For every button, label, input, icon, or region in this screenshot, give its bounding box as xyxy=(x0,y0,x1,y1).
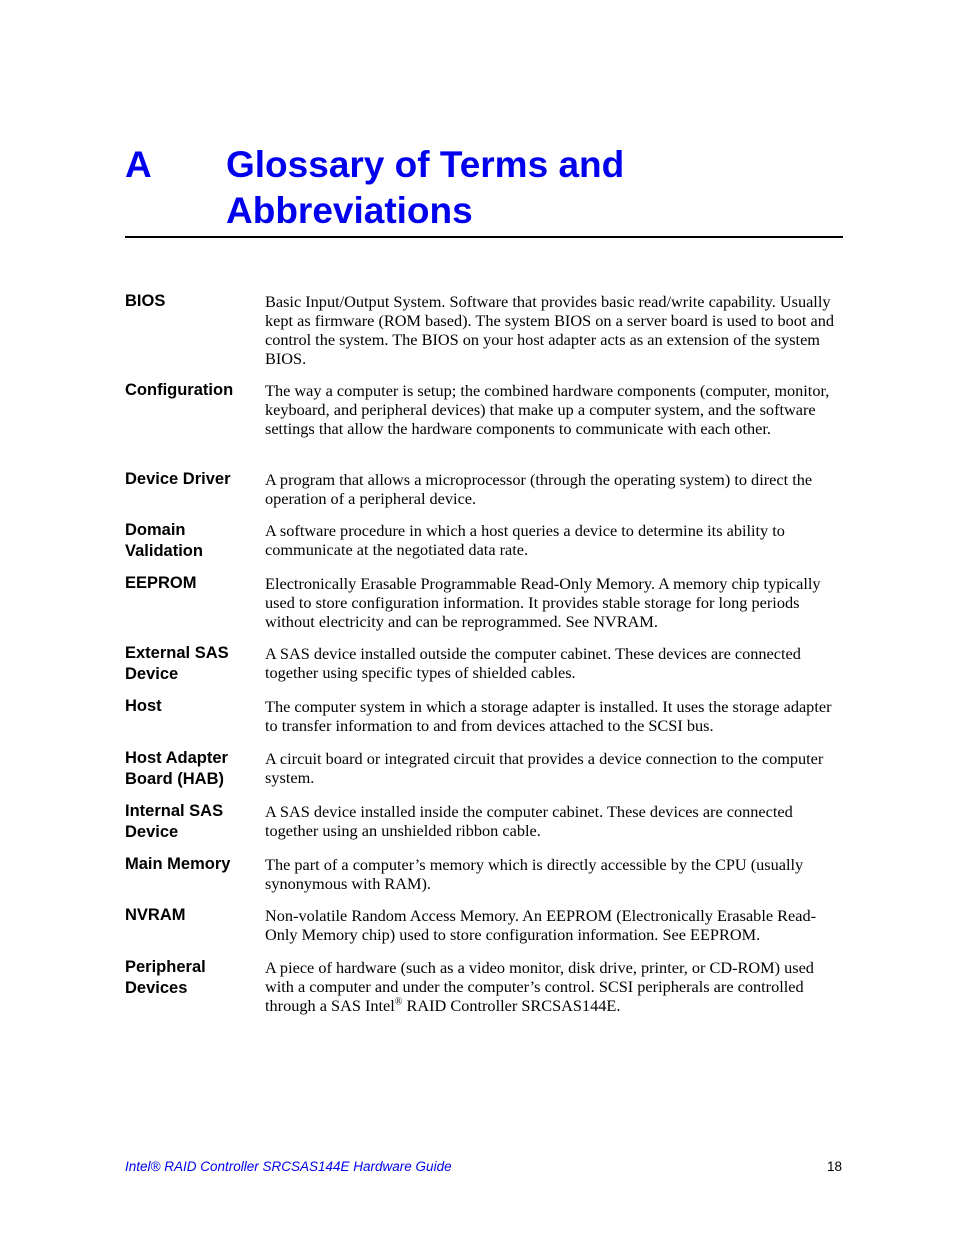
glossary-entry xyxy=(125,696,843,735)
glossary-entry xyxy=(125,520,843,561)
glossary-definition: Non-volatile Random Access Memory. An EEPROM (Electronically Erasable Read-Only Memory chip) used to store configuration information. See EEPROM. xyxy=(265,906,817,944)
glossary-term: Host Adapter Board (HAB) xyxy=(125,749,228,788)
glossary-definition: A SAS device installed inside the computer cabinet. These devices are connected together using an unshielded ribbon cable. xyxy=(265,802,793,840)
footer-document-title: Intel® RAID Controller SRCSAS144E Hardware Guide xyxy=(125,1159,452,1174)
glossary-definition: A circuit board or integrated circuit that provides a device connection to the computer system. xyxy=(265,749,824,787)
glossary-entry xyxy=(125,573,843,631)
appendix-letter: A xyxy=(125,144,152,185)
glossary-term: Host xyxy=(125,697,162,715)
glossary-entry xyxy=(125,957,843,1015)
glossary-entry xyxy=(125,748,843,789)
glossary-definition: Electronically Erasable Programmable Read-Only Memory. A memory chip typically used to store configuration information. It provides stable storage for long periods without electricity and can be reprogrammed. See NVRAM. xyxy=(265,574,821,631)
glossary-term: External SAS Device xyxy=(125,644,229,683)
registered-mark: ® xyxy=(394,996,403,1008)
footer-page-number: 18 xyxy=(826,1159,842,1174)
glossary-definition: The computer system in which a storage adapter is installed. It uses the storage adapter to transfer information to and from devices attached to the SCSI bus. xyxy=(265,697,832,735)
glossary-definition: The way a computer is setup; the combined hardware components (computer, monitor, keyboard, and peripheral devices) that make up a computer system, and the software settings that allow the hardware components to communicate with each other. xyxy=(265,381,830,438)
glossary-term: Main Memory xyxy=(125,855,231,873)
chapter-title: Glossary of Terms and Abbreviations xyxy=(226,144,625,231)
glossary-term: Internal SAS Device xyxy=(125,802,224,841)
glossary-definition: A SAS device installed outside the computer cabinet. These devices are connected together using specific types of shielded cables. xyxy=(265,644,801,682)
glossary-definition xyxy=(265,957,843,1015)
glossary-definition: A software procedure in which a host queries a device to determine its ability to communicate at the negotiated data rate. xyxy=(265,521,785,559)
glossary-term: Configuration xyxy=(125,381,234,399)
glossary-entry xyxy=(125,801,843,842)
glossary-term: BIOS xyxy=(125,292,166,310)
glossary-entry xyxy=(125,905,843,944)
glossary-term: Peripheral Devices xyxy=(125,958,206,997)
glossary-definition: Basic Input/Output System. Software that provides basic read/write capability. Usually kept as firmware (ROM based). The system BIOS on a server board is used to boot and control the system. The BIOS on your host adapter acts as an extension of the system BIOS. xyxy=(265,292,834,368)
glossary-entry xyxy=(125,469,843,508)
glossary-term: Domain Validation xyxy=(125,521,203,560)
definition-text: RAID Controller SRCSAS144E. xyxy=(402,996,621,1015)
glossary-entry xyxy=(125,380,843,438)
glossary-term: EEPROM xyxy=(125,574,197,592)
heading-divider xyxy=(125,236,843,238)
glossary-definition: The part of a computer’s memory which is directly accessible by the CPU (usually synonymous with RAM). xyxy=(265,855,804,893)
glossary-term: Device Driver xyxy=(125,470,231,488)
glossary-definition: A program that allows a microprocessor (through the operating system) to direct the operation of a peripheral device. xyxy=(265,470,813,508)
glossary-entry xyxy=(125,854,843,893)
definition-text: A piece of hardware (such as a video monitor, disk drive, printer, or CD-ROM) used with a computer and under the computer’s control. SCSI peripherals are controlled through a SAS Intel xyxy=(265,958,814,1015)
glossary-entry xyxy=(125,643,843,684)
glossary-term: NVRAM xyxy=(125,906,186,924)
glossary-entry xyxy=(125,291,843,368)
